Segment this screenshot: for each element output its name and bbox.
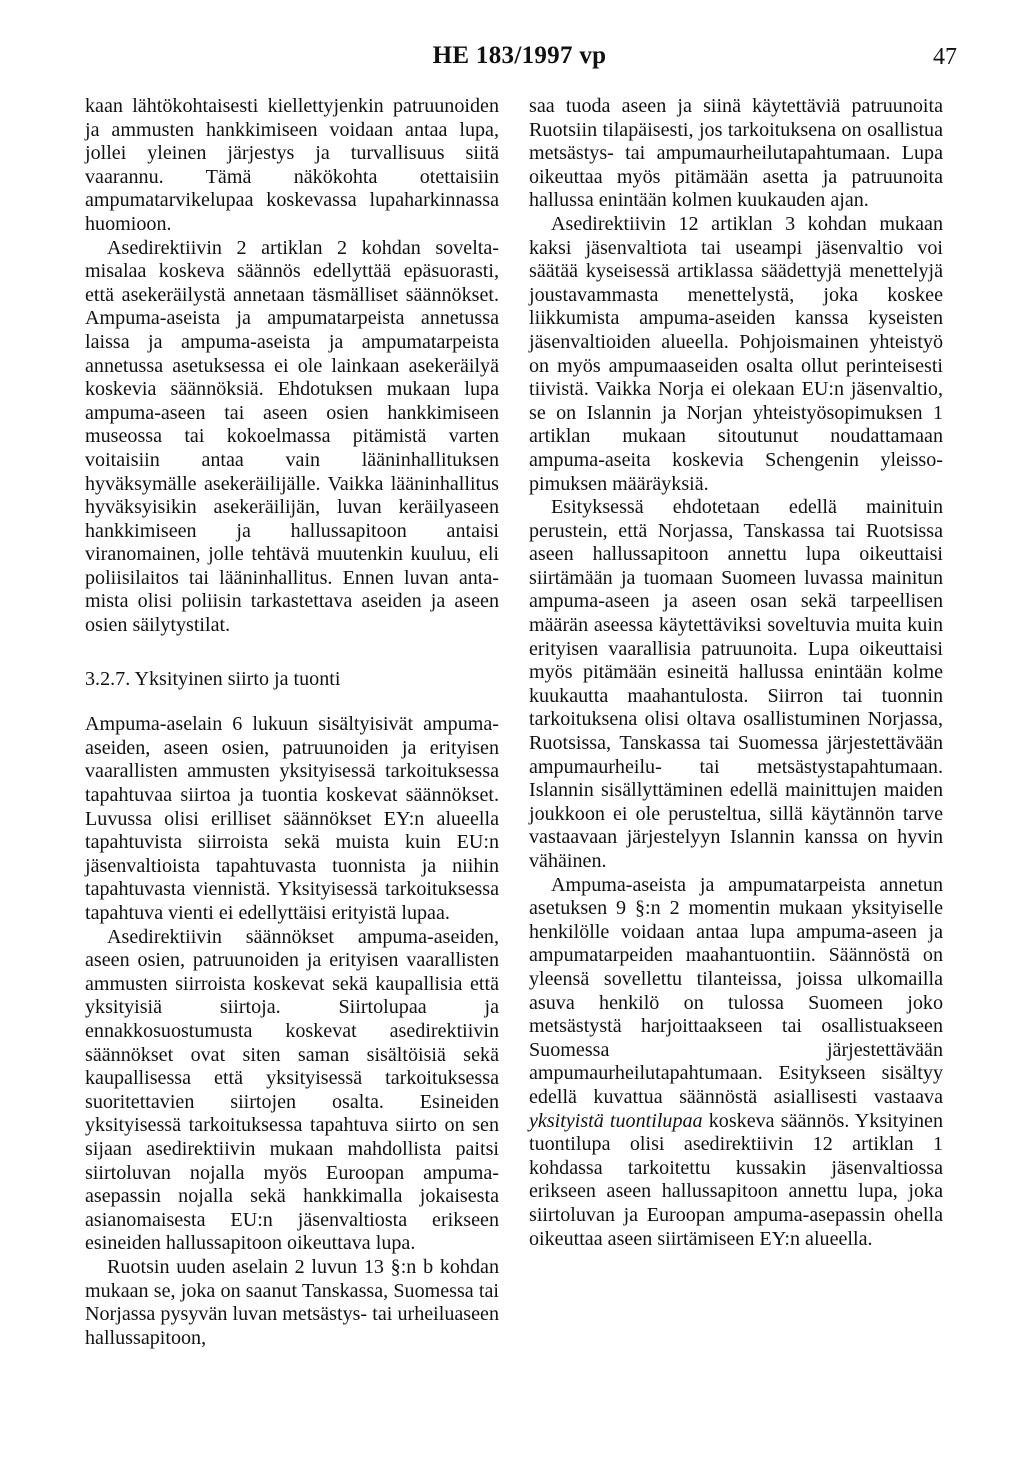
section-heading: 3.2.7. Yksityinen siirto ja tuonti	[85, 667, 341, 690]
right-column	[529, 95, 943, 1251]
emphasized-term: yksityistä tuontilupaa	[529, 1109, 703, 1132]
paragraph	[529, 874, 943, 1252]
page-header	[82, 42, 957, 78]
paragraph: kaan lähtökohtaisesti kiellettyjenkin patruunoiden ja ammusten hankkimiseen voidaan antaa lupa, jollei yleinen järjestys ja turvallisuus siitä vaarannu. Tämä näkökohta otettaisiin ampumatarvikelupaa koskevassa lupaharkinnassa huomioon.	[85, 95, 499, 235]
paragraph: Asedirektiivin 2 artiklan 2 kohdan soveltamisalaa koskeva säännös edellyttää epäsuorasti, että asekeräilystä annetaan täsmälliset säännökset. Ampuma-aseista ja ampumatarpeista annetussa laissa ja ampuma-aseista ja ampumatarpeista annetussa asetuksessa ei ole lainkaan asekeräilyä koskevia säännöksiä. Ehdotuksen mukaan lupa ampuma-aseen tai aseen osien hankkimiseen museossa tai kokoelmassa pitämistä varten voitaisiin antaa vain lääninhallituksen hyväksymälle asekeräilijälle. Vaikka lääninhallitus hyväksyisikin asekeräilijän, luvan keräilyaseen hankkimiseen ja hallussapitoon antaisi viranomainen, jolle tehtävä muutenkin kuuluu, eli poliisilaitos tai lääninhallitus. Ennen luvan antamista olisi poliisin tarkastettava aseiden ja aseen osien säilytystilat.	[85, 236, 499, 637]
paragraph: Ruotsin uuden aselain 2 luvun 13 §:n b kohdan mukaan se, joka on saanut Tanskassa, Suomessa tai Norjassa pysyvän luvan metsästys- tai urheiluaseen hallussapitoon,	[85, 1255, 499, 1349]
document-id: HE 183/1997 vp	[432, 42, 607, 69]
paragraph-text: koskeva säännös. Yksityinen tuontilupa olisi asedirektiivin 12 artiklan 1 kohdassa tarkoitettu kussakin jäsenvaltiossa erikseen aseen hallussapitoon annettu lupa, joka siirtoluvan ja Euroopan ampuma-asepassin ohella oikeuttaa aseen siirtämiseen EY:n alueella.	[529, 1109, 943, 1250]
paragraph: saa tuoda aseen ja siinä käytettäviä patruunoita Ruotsiin tilapäisesti, jos tarkoituksena on osallistua metsästys- tai ampumaurheilutapahtumaan. Lupa oikeuttaa myös pitämään asetta ja patruunoita hallussa enintään kolmen kuukauden ajan.	[529, 95, 943, 212]
left-column	[85, 95, 499, 1350]
paragraph-text: Ampuma-aseista ja ampumatarpeista annetun asetuksen 9 §:n 2 momentin mukaan yksityiselle henkilölle voidaan antaa lupa ampuma-aseen ja ampumatarpeiden maahantuontiin. Säännöstä on yleensä sovellettu tilanteissa, joissa ulkomailla asuva henkilö on tulossa Suomeen joko metsästystä harjoittaakseen tai osallistuakseen Suomessa järjestettävään ampumaurheilutapahtumaan. Esitykseen sisältyy edellä kuvattua säännöstä asiallisesti vastaava	[529, 873, 943, 1108]
page-number: 47	[933, 44, 957, 70]
paragraph: Asedirektiivin 12 artiklan 3 kohdan mukaan kaksi jäsenvaltiota tai useampi jäsenvaltio voi säätää kyseisessä artiklassa säädettyjä menettelyjä joustavammasta menettelystä, joka koskee liikkumista ampuma-aseiden kanssa kyseisten jäsenvaltioiden alueella. Pohjoismainen yhteistyö on myös ampumaaseiden osalta ollut perinteisesti tiivistä. Vaikka Norja ei olekaan EU:n jäsenvaltio, se on Islannin ja Norjan yhteistyösopimuksen 1 artiklan mukaan sitoutunut noudattamaan ampuma-aseita koskevia Schengenin yleissopimuksen määräyksiä.	[529, 212, 943, 495]
paragraph: Esityksessä ehdotetaan edellä mainituin perustein, että Norjassa, Tanskassa tai Ruotsissa aseen hallussapitoon annettu lupa oikeuttaisi siirtämään ja tuomaan Suomeen luvassa mainitun ampuma-aseen ja aseen osan sekä tarpeellisen määrän aseessa käytettäviksi soveltuvia muita kuin erityisen vaarallisia patruunoita. Lupa oikeuttaisi myös pitämään esineitä hallussa enintään kolme kuukautta maahantulosta. Siirron tai tuonnin tarkoituksena olisi oltava osallistuminen Norjassa, Ruotsissa, Tanskassa tai Suomessa järjestettävään ampumaurheilu- tai metsästystapahtumaan. Islannin sisällyttäminen edellä mainittujen maiden joukkoon ei ole perusteltua, sillä käytännön tarve vastaavaan järjestelyyn Islannin kanssa on hyvin vähäinen.	[529, 496, 943, 872]
paragraph: Asedirektiivin säännökset ampuma-aseiden, aseen osien, patruunoiden ja erityisen vaarallisten ammusten siirroista koskevat sekä kaupallisia että yksityisiä siirtoja. Siirtolupaa ja ennakkosuostumusta koskevat asedirektiivin säännökset ovat siten saman sisältöisiä sekä kaupallisessa että yksityisessä tarkoituksessa suoritettavien siirtojen osalta. Esineiden yksityisessä tarkoituksessa tapahtuva siirto on sen sijaan asedirektiivin mukaan mahdollista paitsi siirtoluvan nojalla myös Euroopan ampuma-asepassin nojalla sekä hankkimalla jokaisesta asianomaisesta EU:n jäsenvaltiosta erikseen esineiden hallussapitoon oikeuttava lupa.	[85, 925, 499, 1255]
paragraph: Ampuma-aselain 6 lukuun sisältyisivät ampuma-aseiden, aseen osien, patruunoiden ja erityisen vaarallisten ammusten yksityisessä tarkoituksessa tapahtuvaa siirtoa ja tuontia koskevat säännökset. Luvussa olisi erilliset säännökset EY:n alueella tapahtuvista siirroista sekä muista kuin EU:n jäsenvaltioista tapahtuvasta tuonnista ja niihin tapahtuvasta viennistä. Yksityisessä tarkoituksessa tapahtuva vienti ei edellyttäisi erityistä lupaa.	[85, 713, 499, 924]
